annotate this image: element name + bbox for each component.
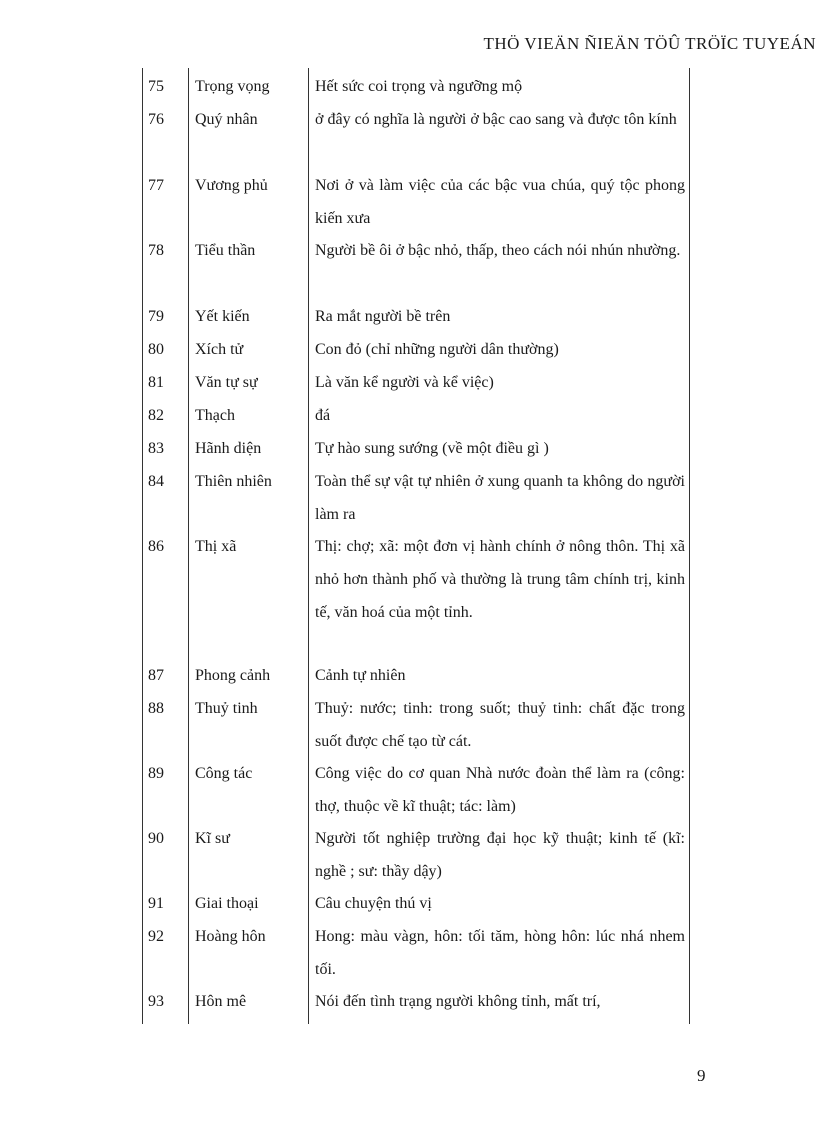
row-number: 87	[148, 667, 164, 684]
row-definition: Thuỷ: nước; tinh: trong suốt; thuỷ tinh: chất đặc trong suốt được chế tạo từ cát.	[315, 700, 685, 750]
row-term: Công tác	[195, 765, 253, 782]
row-definition: Toàn thể sự vật tự nhiên ở xung quanh ta không do người làm ra	[315, 473, 685, 523]
row-definition: Hong: màu vàgn, hôn: tối tăm, hòng hôn: lúc nhá nhem tối.	[315, 928, 685, 978]
row-term: Hãnh diện	[195, 440, 262, 457]
row-definition: ở đây có nghĩa là người ở bậc cao sang và được tôn kính	[315, 111, 677, 128]
row-number: 78	[148, 242, 164, 259]
row-term: Trọng vọng	[195, 78, 270, 95]
row-definition: đá	[315, 407, 331, 424]
row-term: Hôn mê	[195, 993, 247, 1010]
row-number: 79	[148, 308, 164, 325]
row-number: 81	[148, 374, 164, 391]
row-number: 92	[148, 928, 164, 945]
row-number: 76	[148, 111, 164, 128]
row-term: Phong cảnh	[195, 667, 271, 684]
row-definition: Người bề ôi ở bậc nhỏ, thấp, theo cách nói nhún nhường.	[315, 242, 681, 259]
row-definition: Công việc do cơ quan Nhà nước đoàn thể làm ra (công: thợ, thuộc về kĩ thuật; tác: làm)	[315, 765, 685, 815]
row-definition: Là văn kể người và kể việc)	[315, 374, 494, 391]
row-term: Vương phủ	[195, 177, 268, 194]
glossary-table	[142, 68, 690, 1024]
row-definition: Thị: chợ; xã: một đơn vị hành chính ở nông thôn. Thị xã nhỏ hơn thành phố và thường là trung tâm chính trị, kinh tế, văn hoá của một tỉnh.	[315, 538, 685, 621]
row-term: Hoàng hôn	[195, 928, 266, 945]
row-number: 82	[148, 407, 164, 424]
row-number: 83	[148, 440, 164, 457]
row-term: Giai thoại	[195, 895, 259, 912]
row-number: 91	[148, 895, 164, 912]
row-number: 80	[148, 341, 164, 358]
row-number: 75	[148, 78, 164, 95]
row-number: 93	[148, 993, 164, 1010]
row-definition: Ra mắt người bề trên	[315, 308, 451, 325]
row-number: 86	[148, 538, 164, 555]
row-definition: Cảnh tự nhiên	[315, 667, 406, 684]
row-term: Kĩ sư	[195, 830, 230, 847]
row-definition: Hết sức coi trọng và ngưỡng mộ	[315, 78, 523, 95]
row-number: 84	[148, 473, 164, 490]
row-definition: Nói đến tình trạng người không tỉnh, mất trí,	[315, 993, 601, 1010]
row-number: 89	[148, 765, 164, 782]
page-number: 9	[697, 1066, 706, 1085]
row-term: Thạch	[195, 407, 235, 424]
row-definition: Con đỏ (chỉ những người dân thường)	[315, 341, 559, 358]
row-term: Quý nhân	[195, 111, 258, 128]
row-term: Thuỷ tinh	[195, 700, 258, 717]
row-definition: Tự hào sung sướng (về một điều gì )	[315, 440, 549, 457]
row-term: Yết kiến	[195, 308, 250, 325]
row-term: Thị xã	[195, 538, 237, 555]
column-divider	[188, 68, 189, 1024]
page-header: THÖ VIEÄN ÑIEÄN TÖÛ TRÖÏC TUYEÁN	[483, 34, 816, 53]
row-definition: Câu chuyện thú vị	[315, 895, 432, 912]
row-definition: Người tốt nghiệp trường đại học kỹ thuật; kinh tế (kĩ: nghề ; sư: thầy dậy)	[315, 830, 685, 880]
row-term: Văn tự sự	[195, 374, 258, 391]
row-number: 77	[148, 177, 164, 194]
row-term: Tiểu thần	[195, 242, 256, 259]
row-number: 90	[148, 830, 164, 847]
row-term: Thiên nhiên	[195, 473, 272, 490]
row-number: 88	[148, 700, 164, 717]
row-definition: Nơi ở và làm việc của các bậc vua chúa, quý tộc phong kiến xưa	[315, 177, 685, 227]
row-term: Xích tử	[195, 341, 244, 358]
column-divider	[308, 68, 309, 1024]
